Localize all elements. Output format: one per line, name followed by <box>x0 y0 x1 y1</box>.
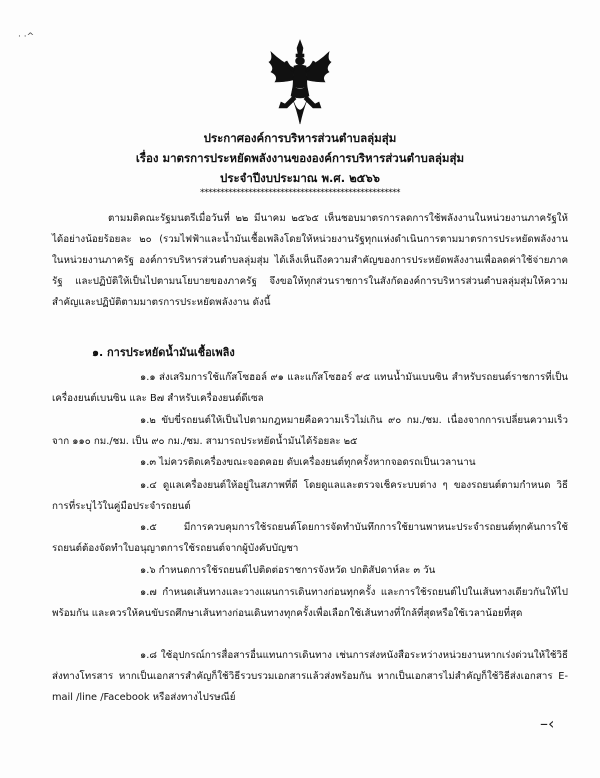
notice-title: ประกาศองค์การบริหารส่วนตำบลลุ่มสุ่ม <box>203 131 397 145</box>
intro-paragraph: ตามมติคณะรัฐมนตรีเมื่อวันที่ ๒๒ มีนาคม ๒๕๖๕ เห็นชอบมาตรการลดการใช้พลังงานในหน่วยงานภาครัฐให้ได้อย่างน้อยร้อยละ ๒๐ (รวมไฟฟ้าและน้ำมันเชื้อเพลิงโดยให้หน่วยงานรัฐทุกแห่งดำเนินการตามมาตรการประหยัดพลังงานในหน่วยงานภาครัฐ องค์การบริหารส่วนตำบลลุ่มสุ่ม ได้เล็งเห็นถึงความสำคัญของการประหยัดพลังงานเพื่อลดค่าใช้จ่ายภาครัฐ และปฏิบัติให้เป็นไปตามนโยบายของภาครัฐ จึงขอให้ทุกส่วนราชการในสังกัดองค์การบริหารส่วนตำบลลุ่มสุ่มให้ความสำคัญและปฏิบัติตามมาตรการประหยัดพลังงาน ดังนี้ <box>52 213 568 308</box>
garuda-emblem-icon <box>263 38 337 126</box>
list-item: ๑.๔ ดูแลเครื่องยนต์ให้อยู่ในสภาพที่ดี โดยดูแลและตรวจเช็คระบบต่าง ๆ ของรถยนต์ตามกำหนด วิธีการที่ระบุไว้ในคู่มือประจำรถยนต์ <box>52 480 568 512</box>
list-item: ๑.๕ มีการควบคุมการใช้รถยนต์โดยการจัดทำบันทึกการใช้ยานพาหนะประจำรถยนต์ทุกคันการใช้รถยนต์ต้องจัดทำใบอนุญาตการใช้รถยนต์จากผู้บังคับบัญชา <box>52 522 568 554</box>
separator: ************************************************** <box>200 188 400 198</box>
list-item: ๑.๓ ไม่ควรติดเครื่องขณะจอดคอย ดับเครื่องยนต์ทุกครั้งหากจอดรถเป็นเวลานาน <box>140 457 476 468</box>
list-item: ๑.๘ ใช้อุปกรณ์การสื่อสารอื่นแทนการเดินทาง เช่นการส่งหนังสือระหว่างหน่วยงานหากเร่งด่วนให้ใช้วิธีส่งทางโทรสาร หากเป็นเอกสารสำคัญก็ใช้วิธีรวบรวมเอกสารแล้วส่งพร้อมกัน หากเป็นเอกสารไม่สำคัญก็ใช้วิธีส่งเอกสาร E-mail /line /Facebook หรือส่งทางไปรษณีย์ <box>52 650 568 703</box>
list-item: ๑.๗ กำหนดเส้นทางและวางแผนการเดินทางก่อนทุกครั้ง และการใช้รถยนต์ไปในเส้นทางเดียวกันให้ไปพร้อมกัน และควรให้คนขับรถศึกษาเส้นทางก่อนเดินทางทุกครั้งเพื่อเลือกใช้เส้นทางที่ใกล้ที่สุดหรือใช้เวลาน้อยที่สุด <box>52 587 568 619</box>
notice-subject: เรื่อง มาตรการประหยัดพลังงานขององค์การบริหารส่วนตำบลลุ่มสุ่ม <box>135 151 465 165</box>
section-title: ๑. การประหยัดน้ำมันเชื้อเพลิง <box>92 346 235 359</box>
fiscal-year: ประจำปีงบประมาณ พ.ศ. ๒๕๖๖ <box>220 171 380 185</box>
signature-mark: –‹ <box>540 714 555 733</box>
list-item: ๑.๖ กำหนดการใช้รถยนต์ไปติดต่อราชการจังหวัด ปกติสัปดาห์ละ ๓ วัน <box>140 565 436 576</box>
list-item: ๑.๒ ขับขี่รถยนต์ให้เป็นไปตามกฎหมายคือความเร็วไม่เกิน ๙๐ กม./ชม. เนื่องจากการเปลี่ยนความเร็วจาก ๑๑๐ กม./ชม. เป็น ๙๐ กม./ชม. สามารถประหยัดน้ำมันได้ร้อยละ ๒๕ <box>52 415 568 447</box>
list-item: ๑.๑ ส่งเสริมการใช้แก๊สโซฮอล์ ๙๑ และแก๊สโซฮอร์ ๙๕ แทนน้ำมันเบนซิน สำหรับรถยนต์ราชการที่เป็นเครื่องยนต์เบนซิน และ B๗ สำหรับเครื่องยนต์ดีเซล <box>52 372 568 404</box>
corner-mark: · ·^ <box>18 32 35 42</box>
